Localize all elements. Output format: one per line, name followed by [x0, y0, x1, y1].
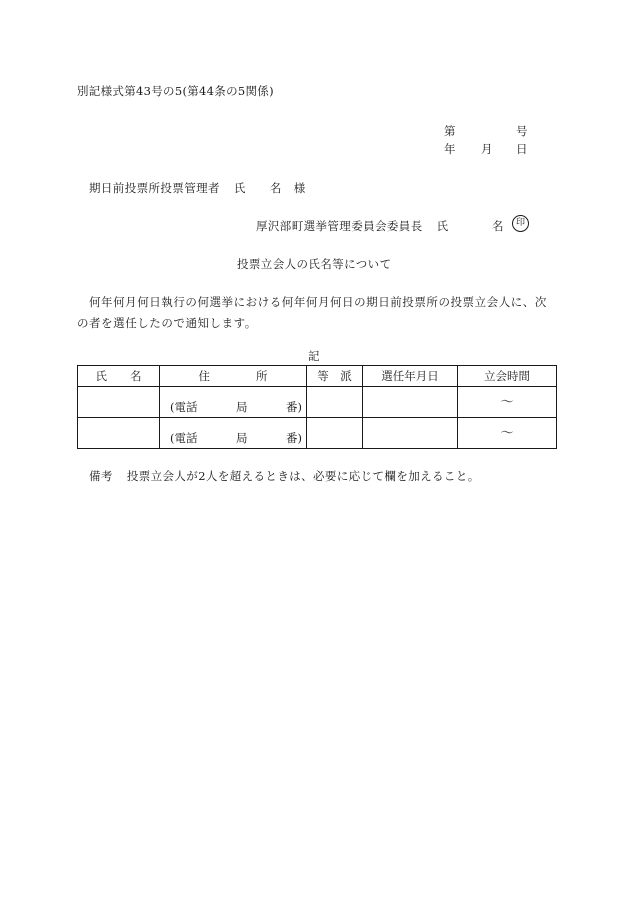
- sender-title: 厚沢部町選挙管理委員会委員長: [256, 219, 423, 233]
- cell-address: [160, 387, 307, 418]
- time-range-separator: ～: [500, 395, 514, 410]
- addressee-name-second: 名: [269, 181, 282, 195]
- cell-name: [78, 387, 160, 418]
- form-reference: 別記様式第43号の5(第44条の5関係): [77, 84, 274, 98]
- header-appointment-date: 選任年月日: [363, 366, 458, 387]
- phone-bureau: 局: [236, 400, 248, 414]
- phone-number: 番): [286, 431, 302, 445]
- phone-number: 番): [286, 400, 302, 414]
- date-day-label: 日: [516, 142, 528, 156]
- remarks-label: 備考: [89, 469, 113, 483]
- addressee-line: [89, 180, 306, 196]
- sender-name-second: 名: [492, 219, 504, 233]
- header-attendance-time: 立会時間: [458, 366, 557, 387]
- remarks-line: [89, 468, 480, 484]
- table-row: [78, 418, 557, 449]
- remarks-text: 投票立会人が2人を超えるときは、必要に応じて欄を加えること。: [126, 469, 480, 483]
- addressee-title: 期日前投票所投票管理者: [89, 181, 220, 195]
- document-subject: 投票立会人の氏名等について: [237, 257, 392, 271]
- sender-line: [256, 218, 449, 234]
- table-header-row: [78, 366, 557, 387]
- document-number-suffix: 号: [516, 124, 528, 138]
- ki-heading: 記: [308, 349, 320, 363]
- cell-attendance-time: [458, 387, 557, 418]
- addressee-honorific: 様: [293, 181, 306, 195]
- date-month-label: 月: [481, 142, 493, 156]
- cell-appointment-date: [363, 387, 458, 418]
- phone-open: (電話: [170, 431, 198, 445]
- observers-table: [77, 365, 557, 449]
- body-paragraph: 何年何月何日執行の何選挙における何年何月何日の期日前投票所の投票立会人に、次の者を選任したので通知します。: [77, 295, 547, 330]
- cell-address: [160, 418, 307, 449]
- document-number-label: 第: [444, 124, 456, 138]
- phone-open: (電話: [170, 400, 198, 414]
- header-address: 住 所: [160, 366, 307, 387]
- header-party: 等 派: [307, 366, 363, 387]
- cell-attendance-time: [458, 418, 557, 449]
- time-range-separator: ～: [500, 426, 514, 441]
- cell-appointment-date: [363, 418, 458, 449]
- date-year-label: 年: [444, 142, 456, 156]
- header-name: 氏 名: [78, 366, 160, 387]
- cell-name: [78, 418, 160, 449]
- cell-party: [307, 387, 363, 418]
- table-row: [78, 387, 557, 418]
- seal-stamp: 印: [512, 215, 529, 232]
- phone-line: [160, 399, 306, 417]
- sender-name-first: 氏: [436, 219, 449, 233]
- phone-line: [160, 430, 306, 448]
- cell-party: [307, 418, 363, 449]
- addressee-name-first: 氏: [233, 181, 246, 195]
- phone-bureau: 局: [236, 431, 248, 445]
